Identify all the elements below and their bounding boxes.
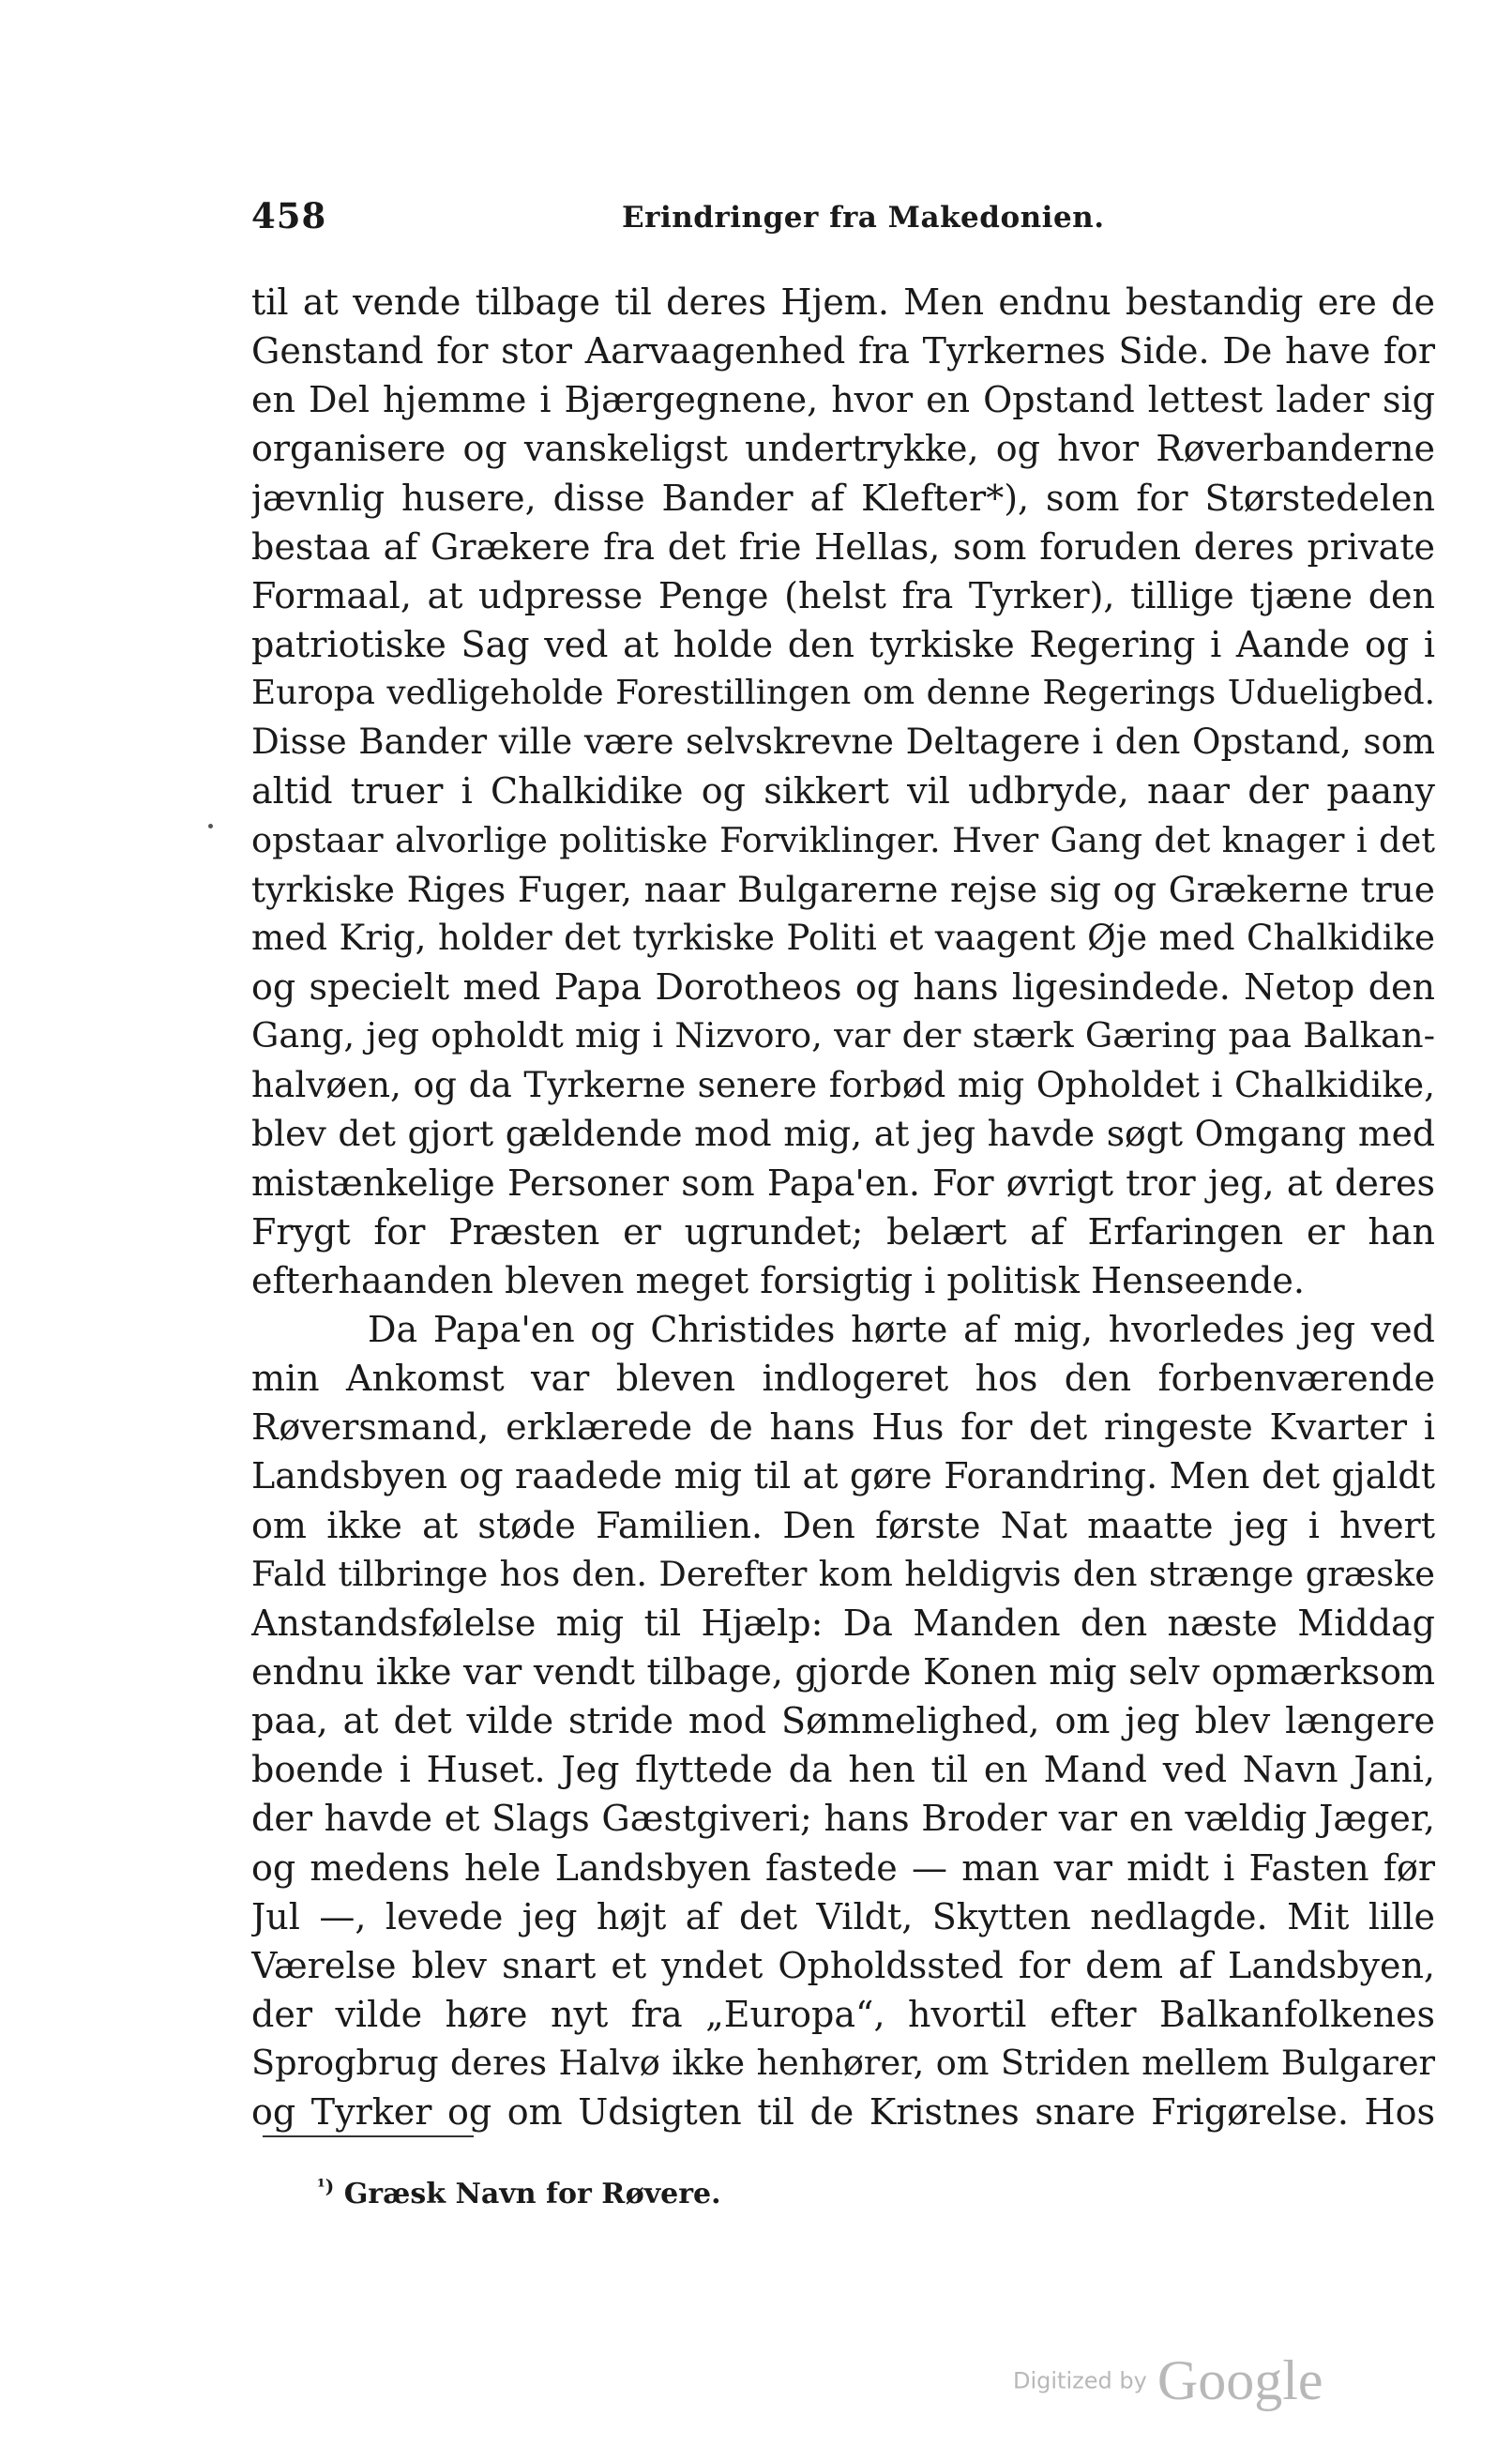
text-line: min Ankomst var bleven indlogeret hos den forbenværende xyxy=(251,1358,1435,1400)
text-line: altid truer i Chalkidike og sikkert vil udbryde, naar der paany xyxy=(251,770,1435,813)
running-head: Erindringer fra Makedonien. xyxy=(622,201,1105,235)
text-line: endnu ikke var vendt tilbage, gjorde Konen mig selv opmærksom xyxy=(251,1650,1435,1693)
text-line: Røversmand, erklærede de hans Hus for det ringeste Kvarter i xyxy=(251,1406,1435,1449)
text-line: Formaal, at udpresse Penge (helst fra Tyrker), tillige tjæne den xyxy=(251,574,1435,616)
text-line: om ikke at støde Familien. Den første Nat maatte jeg i hvert xyxy=(251,1504,1435,1546)
footnote-marker: ¹) xyxy=(317,2175,335,2197)
google-logo: Google xyxy=(1157,2349,1323,2411)
text-line: bestaa af Grækere fra det frie Hellas, som foruden deres private xyxy=(251,525,1435,568)
text-line: Værelse blev snart et yndet Opholdssted for dem af Landsbyen, xyxy=(251,1944,1435,1986)
page-number: 458 xyxy=(251,195,327,236)
text-line: halvøen, og da Tyrkerne senere forbød mig Opholdet i Chalkidike, xyxy=(251,1064,1435,1106)
text-line: Frygt for Præsten er ugrundet; belært af Erfaringen er han xyxy=(251,1210,1435,1253)
text-line: Landsbyen og raadede mig til at gøre Forandring. Men det gjaldt xyxy=(251,1455,1435,1497)
text-line: Gang, jeg opholdt mig i Nizvoro, var der stærk Gæring paa Balkan- xyxy=(251,1015,1435,1056)
text-line: mistænkelige Personer som Papa'en. For øvrigt tror jeg, at deres xyxy=(251,1162,1435,1204)
text-line: blev det gjort gældende mod mig, at jeg havde søgt Omgang med xyxy=(251,1113,1435,1155)
text-line: og Tyrker og om Udsigten til de Kristnes snare Frigørelse. Hos xyxy=(251,2091,1435,2134)
body-text xyxy=(251,278,1435,2136)
text-line: patriotiske Sag ved at holde den tyrkiske Regering i Aande og i xyxy=(251,623,1435,665)
text-line: jævnlig husere, disse Bander af Klefter*), som for Størstedelen xyxy=(251,477,1435,519)
text-line: organisere og vanskeligst undertrykke, og hvor Røverbanderne xyxy=(251,428,1435,470)
text-line: Disse Bander ville være selvskrevne Deltagere i den Opstand, som xyxy=(251,722,1435,763)
text-line: boende i Huset. Jeg flyttede da hen til en Mand ved Navn Jani, xyxy=(251,1749,1435,1791)
margin-speck xyxy=(208,824,213,828)
text-line: med Krig, holder det tyrkiske Politi et vaagent Øje med Chalkidike xyxy=(251,917,1435,958)
text-line: der vilde høre nyt fra „Europa“, hvortil efter Balkanfolkenes xyxy=(251,1993,1435,2035)
digitized-watermark xyxy=(1013,2348,1323,2413)
text-line: paa, at det vilde stride mod Sømmelighed, om jeg blev længere xyxy=(251,1700,1435,1742)
text-line: opstaar alvorlige politiske Forviklinger. Hver Gang det knager i det xyxy=(251,819,1435,860)
text-line: Sprogbrug deres Halvø ikke henhører, om Striden mellem Bulgarer xyxy=(251,2043,1435,2084)
footnote xyxy=(317,2175,721,2210)
text-line: Europa vedligeholde Forestillingen om denne Regerings Udueligbed. xyxy=(251,674,1435,713)
text-line: og specielt med Papa Dorotheos og hans ligesindede. Netop den xyxy=(251,965,1435,1008)
text-line: der havde et Slags Gæstgiveri; hans Broder var en vældig Jæger, xyxy=(251,1798,1435,1840)
text-line: og medens hele Landsbyen fastede — man var midt i Fasten før xyxy=(251,1846,1435,1889)
footnote-text: Græsk Navn for Røvere. xyxy=(343,2178,721,2210)
footnote-divider xyxy=(263,2135,474,2137)
text-line: tyrkiske Riges Fuger, naar Bulgarerne rejse sig og Grækerne true xyxy=(251,868,1435,910)
text-line: til at vende tilbage til deres Hjem. Men endnu bestandig ere de xyxy=(251,281,1435,323)
text-line: efterhaanden bleven meget forsigtig i politisk Henseende. xyxy=(251,1259,1305,1301)
page-header xyxy=(251,195,1433,251)
text-line: Jul —, levede jeg højt af det Vildt, Skytten nedlagde. Mit lille xyxy=(251,1895,1435,1937)
watermark-prefix: Digitized by xyxy=(1013,2367,1147,2394)
text-line: Fald tilbringe hos den. Derefter kom heldigvis den strænge græske xyxy=(251,1553,1435,1594)
text-line: en Del hjemme i Bjærgegnene, hvor en Opstand lettest lader sig xyxy=(251,379,1435,421)
text-line: Genstand for stor Aarvaagenhed fra Tyrkernes Side. De have for xyxy=(251,330,1435,372)
text-line: Da Papa'en og Christides hørte af mig, hvorledes jeg ved xyxy=(368,1308,1435,1350)
text-line: Anstandsfølelse mig til Hjælp: Da Manden den næste Middag xyxy=(251,1602,1435,1644)
